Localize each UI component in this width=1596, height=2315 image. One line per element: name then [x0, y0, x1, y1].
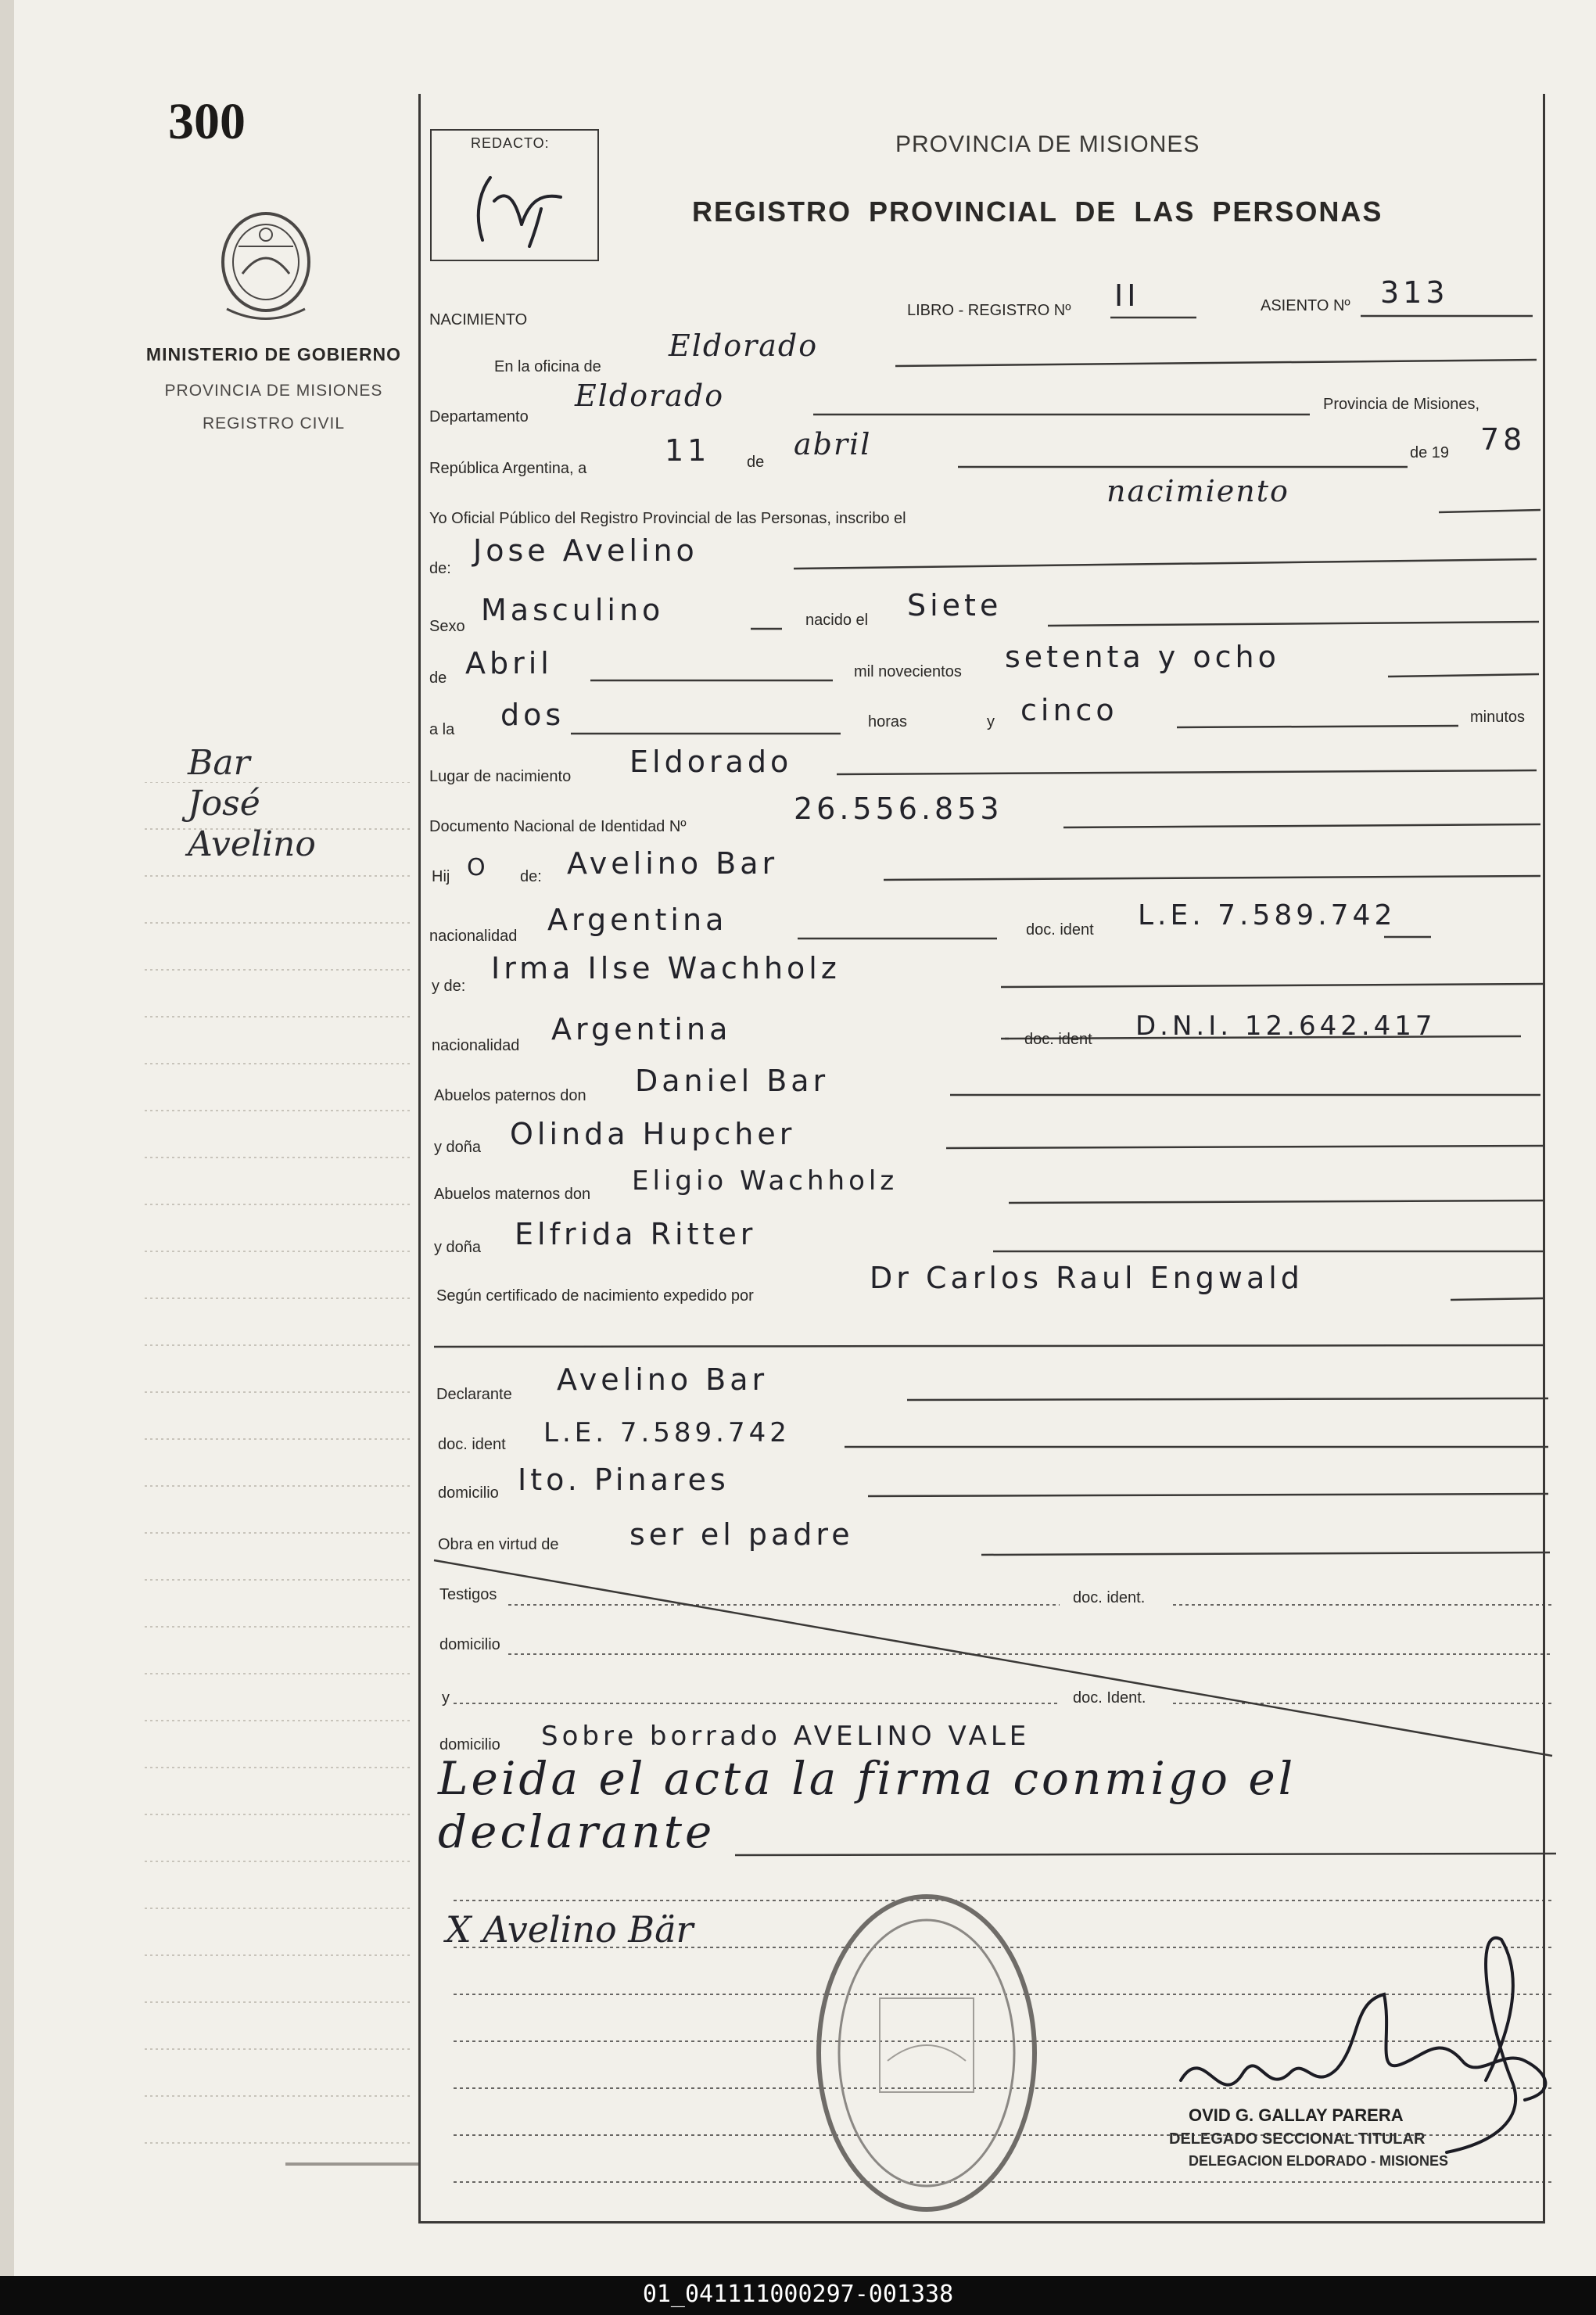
- nac1-value: Argentina: [547, 903, 728, 937]
- lugar-label: Lugar de nacimiento: [429, 768, 572, 785]
- docident2-label: doc. Ident.: [1073, 1689, 1146, 1707]
- oficial-label: Yo Oficial Público del Registro Provincial de las Personas, inscribo el: [429, 510, 906, 527]
- nac2-label: nacionalidad: [432, 1037, 520, 1054]
- nombre-value: Jose Avelino: [473, 533, 698, 568]
- mil-label: mil novecientos: [854, 663, 962, 680]
- anio-label: de 19: [1410, 444, 1450, 461]
- minutos-label: minutos: [1470, 709, 1526, 726]
- official-name: OVID G. GALLAY PARERA: [1189, 2105, 1404, 2125]
- sexo-value: Masculino: [481, 593, 665, 627]
- asiento-label: ASIENTO Nº: [1261, 297, 1350, 314]
- minutos-value: cinco: [1020, 693, 1118, 727]
- abuela-mat-value: Elfrida Ritter: [515, 1217, 757, 1251]
- docdecl-value: L.E. 7.589.742: [543, 1417, 791, 1448]
- abuelos-mat-label: Abuelos maternos don: [434, 1186, 591, 1203]
- abuelos-pat-label: Abuelos paternos don: [434, 1087, 586, 1104]
- footer-code: 01_041111000297-001338: [642, 2281, 954, 2308]
- yde-label: y de:: [432, 978, 466, 995]
- domicilio-value: Ito. Pinares: [518, 1463, 730, 1497]
- departamento-value: Eldorado: [575, 379, 725, 413]
- docdecl-label: doc. ident: [438, 1436, 506, 1453]
- padre-value: Avelino Bar: [567, 846, 779, 881]
- obra-label: Obra en virtud de: [438, 1536, 559, 1553]
- horas-label: horas: [868, 713, 908, 730]
- official-delegation: DELEGACION ELDORADO - MISIONES: [1189, 2153, 1449, 2169]
- doc1-value: L.E. 7.589.742: [1138, 899, 1397, 931]
- sobre-value: Sobre borrado AVELINO VALE: [541, 1721, 1031, 1752]
- oficial-value: nacimiento: [1106, 474, 1289, 508]
- de-label: de: [747, 454, 765, 471]
- domicilio-label: domicilio: [438, 1484, 499, 1502]
- official-role: DELEGADO SECCIONAL TITULAR: [1169, 2130, 1426, 2148]
- provincia-label: Provincia de Misiones,: [1323, 396, 1480, 413]
- ministry-title: MINISTERIO DE GOBIERNO: [145, 344, 402, 364]
- madre-value: Irma Ilse Wachholz: [491, 951, 841, 985]
- libro-label: LIBRO - REGISTRO Nº: [907, 302, 1071, 319]
- declarante-value: Avelino Bar: [557, 1362, 769, 1397]
- mes-nac-label: de: [429, 669, 447, 687]
- nac2-value: Argentina: [551, 1012, 732, 1046]
- ministry-registry: REGISTRO CIVIL: [202, 415, 346, 432]
- dni-value: 26.556.853: [794, 791, 1003, 826]
- redacto-box: [430, 129, 599, 261]
- section-label: NACIMIENTO: [429, 311, 528, 328]
- anio-nac-value: setenta y ocho: [1005, 640, 1280, 674]
- dia-value: 11: [665, 433, 711, 468]
- obra-value: ser el padre: [629, 1517, 854, 1552]
- y2-label: y: [442, 1689, 450, 1707]
- margin-stroke: [285, 2162, 418, 2166]
- lugar-value: Eldorado: [629, 745, 793, 779]
- doc2-label: doc. ident: [1024, 1031, 1092, 1048]
- hijo-de-label: de:: [520, 868, 542, 885]
- domicilio2-label: domicilio: [439, 1636, 500, 1653]
- doc2-value: D.N.I. 12.642.417: [1135, 1010, 1436, 1042]
- ydona2-label: y doña: [434, 1239, 482, 1256]
- registry-title: REGISTRO PROVINCIAL DE LAS PERSONAS: [692, 196, 1383, 228]
- nacido-label: nacido el: [805, 612, 869, 629]
- province-header: PROVINCIA DE MISIONES: [895, 131, 1200, 157]
- libro-value: II: [1114, 278, 1140, 313]
- nacido-value: Siete: [907, 588, 1002, 623]
- hijo-label: Hij: [432, 868, 450, 885]
- certificado-value: Dr Carlos Raul Engwald: [870, 1261, 1304, 1295]
- anio-value: 78: [1480, 422, 1526, 457]
- y-label: y: [987, 713, 995, 730]
- hora-value: dos: [500, 698, 565, 732]
- abuela-pat-value: Olinda Hupcher: [510, 1117, 796, 1151]
- redacto-label: REDACTO:: [471, 135, 550, 151]
- ministry-province: PROVINCIA DE MISIONES: [164, 382, 383, 400]
- hora-label: a la: [429, 721, 455, 738]
- ydona1-label: y doña: [434, 1139, 482, 1156]
- domicilio3-label: domicilio: [439, 1736, 500, 1753]
- oficina-value: Eldorado: [669, 328, 819, 363]
- asiento-value: 313: [1380, 275, 1449, 310]
- abuelo-mat-value: Eligio Wachholz: [632, 1165, 898, 1197]
- page-number: 300: [168, 93, 246, 150]
- closing-line-1: Leida el acta la firma conmigo el: [438, 1752, 1297, 1805]
- nombre-label: de:: [429, 560, 451, 577]
- hijo-suffix: O: [467, 854, 490, 881]
- republica-label: República Argentina, a: [429, 460, 587, 477]
- nac1-label: nacionalidad: [429, 928, 518, 945]
- declarante-label: Declarante: [436, 1386, 512, 1403]
- registry-stamp: [805, 1881, 1048, 2225]
- mes-value: abril: [794, 427, 872, 461]
- dni-label: Documento Nacional de Identidad Nº: [429, 818, 687, 835]
- doc1-label: doc. ident: [1026, 921, 1094, 939]
- mes-nac-value: Abril: [465, 646, 553, 680]
- closing-line-2: declarante: [438, 1805, 716, 1858]
- margin-note: Bar José Avelino: [188, 743, 316, 864]
- testigos-label: Testigos: [439, 1586, 497, 1603]
- docident1-label: doc. ident.: [1073, 1589, 1146, 1606]
- declarant-signature: X Avelino Bär: [446, 1908, 694, 1951]
- redacto-initials-mark: [455, 162, 580, 248]
- oficina-label: En la oficina de: [494, 358, 601, 375]
- departamento-label: Departamento: [429, 408, 529, 425]
- certificado-label: Según certificado de nacimiento expedido por: [436, 1287, 754, 1305]
- sexo-label: Sexo: [429, 618, 465, 635]
- abuelo-pat-value: Daniel Bar: [635, 1064, 830, 1098]
